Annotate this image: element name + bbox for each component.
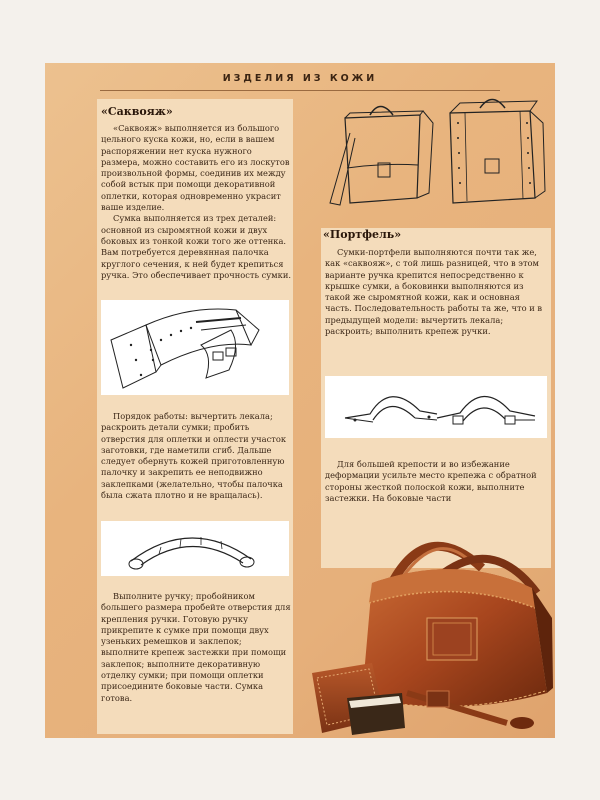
briefcase-handle-illustration: [325, 376, 547, 438]
sakvoyazh-paragraph-1: «Саквояж» выполняется из большого цельного куска кожи, но, если в вашем распоряжении нет куска нужного размера, можно составить его из лоскутов произвольной формы, соединив их между собой встык при помощи декоративной оплетки, которая одновременно украсит ваше изделие.: [101, 123, 290, 213]
sakvoyazh-text-1: [101, 123, 291, 281]
sakvoyazh-paragraph-4: Выполните ручку; пробойником большего размера пробейте отверстия для крепления ручки. Готовую ручку прикрепите к сумке при помощи двух узеньких ремешков и заклепок; выполните крепеж застежки при помощи заклепок; выполните декоративную отделку сумки; при помощи оплетки присоедините боковые части. Сумка готова.: [101, 591, 291, 703]
briefcase-drawings: [325, 93, 550, 223]
leather-bag-image: [307, 523, 555, 738]
portfel-title: «Портфель»: [323, 228, 402, 241]
header-divider: [100, 90, 500, 91]
portfel-paragraph-2: Для большей крепости и во избежание деформации усильте место крепежа с обратной стороны жесткой полоской кожи, выполните застежки. На боковые части: [325, 459, 537, 503]
briefcase-handle-drawing: [325, 376, 547, 438]
portfel-text-2: [325, 459, 549, 504]
bag-pattern-drawing: [101, 300, 289, 395]
bag-pattern-illustration: [101, 300, 289, 395]
handle-stick-drawing: [101, 521, 289, 576]
sakvoyazh-text-3: [101, 591, 291, 704]
page-header: ИЗДЕЛИЯ ИЗ КОЖИ: [222, 73, 378, 84]
sakvoyazh-title: «Саквояж»: [101, 105, 173, 118]
sakvoyazh-paragraph-2: Сумка выполняется из трех деталей: основной из сыромятной кожи и двух боковых из тонкой кожи того же оттенка. Вам потребуется деревянная палочка круглого сечения, к ней будет крепиться ручка. Это обеспечивает прочность сумки.: [101, 213, 291, 280]
briefcase-sketches: [325, 93, 550, 223]
leather-bag-photo: [307, 523, 555, 738]
portfel-text-1: [325, 247, 549, 337]
handle-stick-illustration: [101, 521, 289, 576]
sakvoyazh-text-2: [101, 411, 291, 501]
book-page: [45, 63, 555, 738]
portfel-paragraph-1: Сумки-портфели выполняются почти так же, как «саквояж», с той лишь разницей, что в этом варианте ручка крепится непосредственно к крышке сумки, а боковинки выполняются из такой же сыромятной кожи, как и основная часть. Последовательность работы та же, что и в предыдущей модели: вычертить лекала; раскроить; выполнить крепеж ручки.: [325, 247, 543, 337]
sakvoyazh-paragraph-3: Порядок работы: вычертить лекала; раскроить детали сумки; пробить отверстия для оплетки и оплести участок заготовки, где наметили сгиб. Дальше следует обернуть кожей приготовленную палочку и закрепить ее неподвижно заклепками (желательно, чтобы палочка была сжата плотно и не вращалась).: [101, 411, 287, 501]
